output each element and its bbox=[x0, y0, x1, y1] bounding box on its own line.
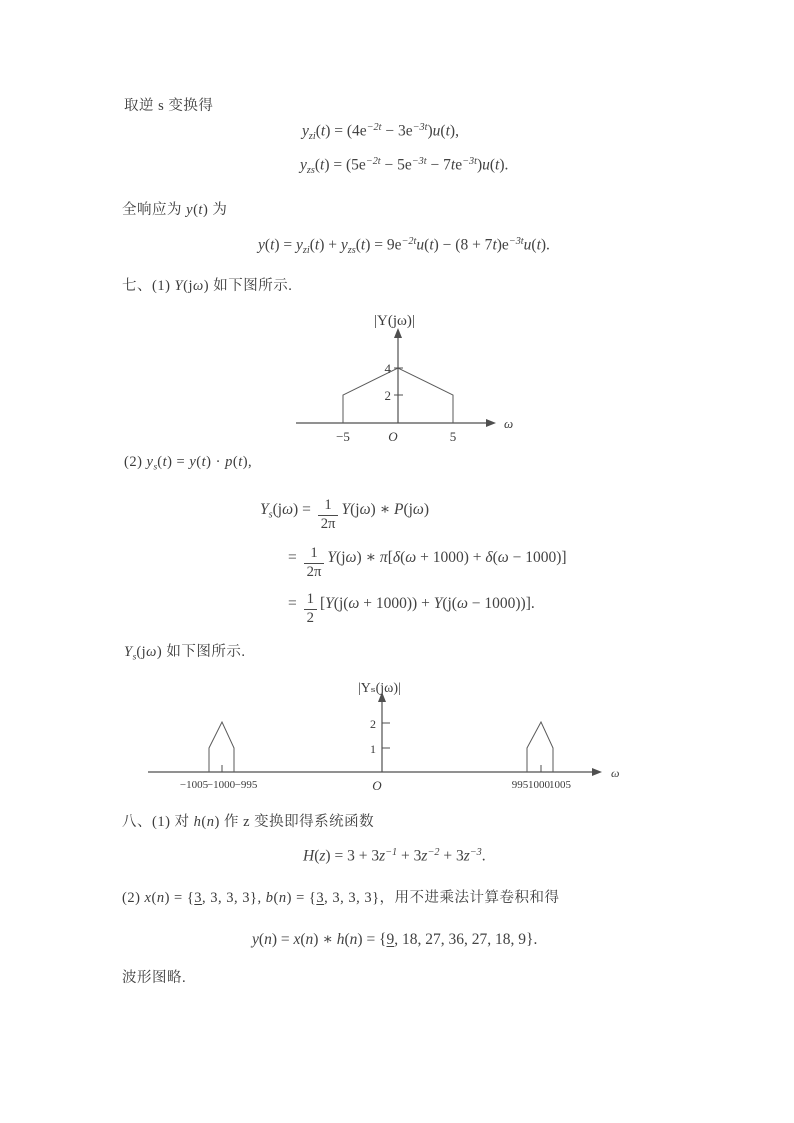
fig2-xtick-995: 995 bbox=[511, 779, 529, 791]
equation-ys-line1: $Y_s(j\omega)$ = $\frac{1}{2\pi}$ Y(jω) ∗ P(jω) bbox=[260, 497, 430, 532]
para-ys-figure: $Y_s(j\omega)$ 如下图所示. bbox=[124, 644, 246, 663]
fig1-ytick-4: 4 bbox=[384, 361, 391, 376]
fig1-xtick-neg5: −5 bbox=[336, 429, 350, 444]
fig2-xtick-neg995: −995 bbox=[234, 779, 258, 791]
equation-yzi: $y_{zi}(t) = (4e^{-2t} - 3e^{-3t})u(t)$, bbox=[302, 122, 459, 143]
fig2-xtick-1000: 1000 bbox=[528, 779, 550, 791]
fig2-xtick-1005: 1005 bbox=[549, 779, 571, 791]
fig2-origin-label: O bbox=[372, 778, 382, 793]
fig2-ytick-2: 2 bbox=[370, 717, 376, 731]
para-full-response: 全响应为 y(t) 为 bbox=[122, 202, 228, 218]
para-inverse-s-transform: 取逆 s 变换得 bbox=[124, 98, 214, 114]
equation-yn-convolution: y(n) = x(n) ∗ h(n) = {9, 18, 27, 36, 27, 18, 9}. bbox=[252, 931, 538, 948]
fig1-x-axis-label: ω bbox=[504, 416, 514, 431]
equation-yzs: $y_{zs}(t) = (5e^{-2t} - 5e^{-3t} - 7te^{-3t})u(t)$. bbox=[300, 156, 509, 177]
fig2-xtick-neg1000: −1000 bbox=[206, 779, 236, 791]
equation-ys-line3: = $\frac{1}{2}$ [Y(j(ω + 1000)) + Y(j(ω − 1000))]. bbox=[288, 591, 535, 626]
equation-hz: $H(z) = 3 + 3z^{-1} + 3z^{-2} + 3z^{-3}$. bbox=[303, 847, 486, 865]
para-waveform-omitted: 波形图略. bbox=[122, 970, 187, 986]
heading-problem-7: 七、(1) Y(jω) 如下图所示. bbox=[122, 278, 293, 294]
fig1-ytick-2: 2 bbox=[384, 388, 391, 403]
fig2-xtick-neg1005: −1005 bbox=[179, 779, 209, 791]
fig2-x-axis-label: ω bbox=[611, 766, 620, 780]
fig1-y-axis-title: |Y(jω)| bbox=[374, 313, 415, 329]
fig2-ytick-1: 1 bbox=[370, 742, 376, 756]
fig2-y-axis-title: |Yₛ(jω)| bbox=[358, 681, 401, 696]
equation-total-response: $y(t) = y_{zi}(t) + y_{zs}(t) = 9e^{-2t}u(t) - (8 + 7t)e^{-3t}u(t)$. bbox=[258, 236, 550, 257]
equation-ys-line2: = $\frac{1}{2\pi}$ Y(jω) ∗ π[δ(ω + 1000) + δ(ω − 1000)] bbox=[288, 545, 567, 580]
figure-y-spectrum bbox=[288, 306, 528, 448]
figure-ys-spectrum bbox=[140, 672, 645, 800]
heading-problem-8: 八、(1) 对 h(n) 作 z 变换即得系统函数 bbox=[122, 814, 375, 830]
fig1-xtick-5: 5 bbox=[449, 429, 457, 444]
para-problem-8-2: (2) x(n) = {3, 3, 3, 3}, b(n) = {3, 3, 3, 3}，用不进乘法计算卷积和得 bbox=[122, 890, 560, 906]
para-problem-7-2: (2) $y_s(t) = y(t) \cdot p(t)$, bbox=[124, 454, 253, 473]
fig1-origin-label: O bbox=[388, 429, 398, 444]
